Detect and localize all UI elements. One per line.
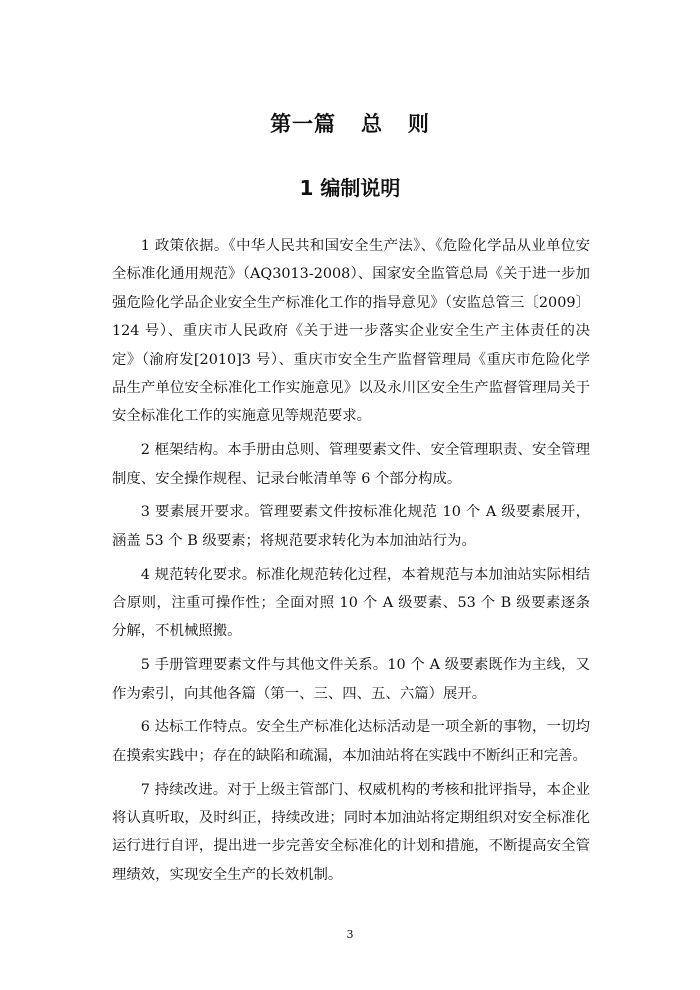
paragraph-continuous-improvement: 7 持续改进。对于上级主管部门、权威机构的考核和批评指导，本企业将认真听取，及时纠正，持续改进；同时本加油站将定期组织对安全标准化运行进行自评，提出进一步完善安全标准化的计划和措施，不断提高安全管理绩效，实现安全生产的长效机制。 [112,781,590,883]
paragraph-policy-basis: 1 政策依据。《中华人民共和国安全生产法》、《危险化学品从业单位安全标准化通用规范》（AQ3013-2008）、国家安全监管总局《关于进一步加强危险化学品企业安全生产标准化工作的指导意见》（安监总管三〔2009〕124 号）、重庆市人民政府《关于进一步落实企业安全生产主体责任的决定》（渝府发[2010]3 号）、重庆市安全生产监督管理局《重庆市危险化学品生产单位安全标准化工作实施意见》以及永川区安全生产监督管理局关于安全标准化工作的实施意见等规范要求。 [112,238,590,425]
paragraph-document-relationship: 5 手册管理要素文件与其他文件关系。10 个 A 级要素既作为主线，又作为索引，向其他各篇（第一、三、四、五、六篇）展开。 [112,657,590,702]
page-number: 3 [346,928,354,941]
body-text [112,232,590,895]
paragraph-element-expansion: 3 要素展开要求。管理要素文件按标准化规范 10 个 A 级要素展开，涵盖 53 个 B 级要素；将规范要求转化为本加油站行为。 [112,504,590,549]
paragraph-framework-structure: 2 框架结构。本手册由总则、管理要素文件、安全管理职责、安全管理制度、安全操作规程、记录台帐清单等 6 个部分构成。 [112,442,590,487]
part-title: 第一篇 总 则 [270,112,430,136]
section-title: 1 编制说明 [299,176,401,200]
paragraph-compliance-characteristics: 6 达标工作特点。安全生产标准化达标活动是一项全新的事物，一切均在摸索实践中；存在的缺陷和疏漏，本加油站将在实践中不断纠正和完善。 [112,719,590,764]
paragraph-specification-conversion: 4 规范转化要求。标准化规范转化过程，本着规范与本加油站实际相结合原则，注重可操作性；全面对照 10 个 A 级要素、53 个 B 级要素逐条分解，不机械照搬。 [112,566,590,640]
